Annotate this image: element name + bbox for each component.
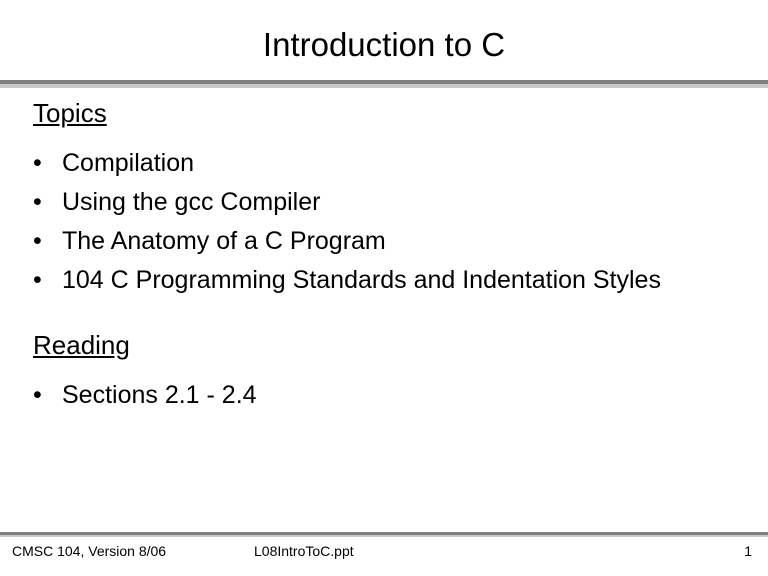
list-item-label: 104 C Programming Standards and Indentation Styles [62,266,661,294]
topics-list [33,144,733,300]
content-spacer [33,300,733,328]
list-item-label: Sections 2.1 - 2.4 [62,381,257,409]
bullet-icon: • [33,227,42,255]
page-title: Introduction to C [262,26,506,63]
list-item-label: Compilation [62,149,195,177]
list-item [33,376,733,415]
title-divider [0,80,768,88]
footer-filename: L08IntroToC.ppt [254,543,354,559]
reading-heading: Reading [33,330,130,360]
list-item-label: Using the gcc Compiler [62,188,321,216]
topics-heading: Topics [33,98,107,128]
bullet-icon: • [33,149,42,177]
list-item-label: The Anatomy of a C Program [62,227,386,255]
footer-divider-light [0,535,768,537]
reading-list [33,376,733,415]
list-item [33,261,733,300]
list-item [33,183,733,222]
footer-divider [0,532,768,537]
bullet-icon: • [33,381,42,409]
bullet-icon: • [33,266,42,294]
footer-course-label: CMSC 104, Version 8/06 [12,543,167,559]
slide-footer [0,532,768,576]
list-item [33,222,733,261]
footer-page-number: 1 [744,543,752,559]
title-divider-light [0,84,768,88]
slide-content [33,96,733,415]
list-item [33,144,733,183]
bullet-icon: • [33,188,42,216]
